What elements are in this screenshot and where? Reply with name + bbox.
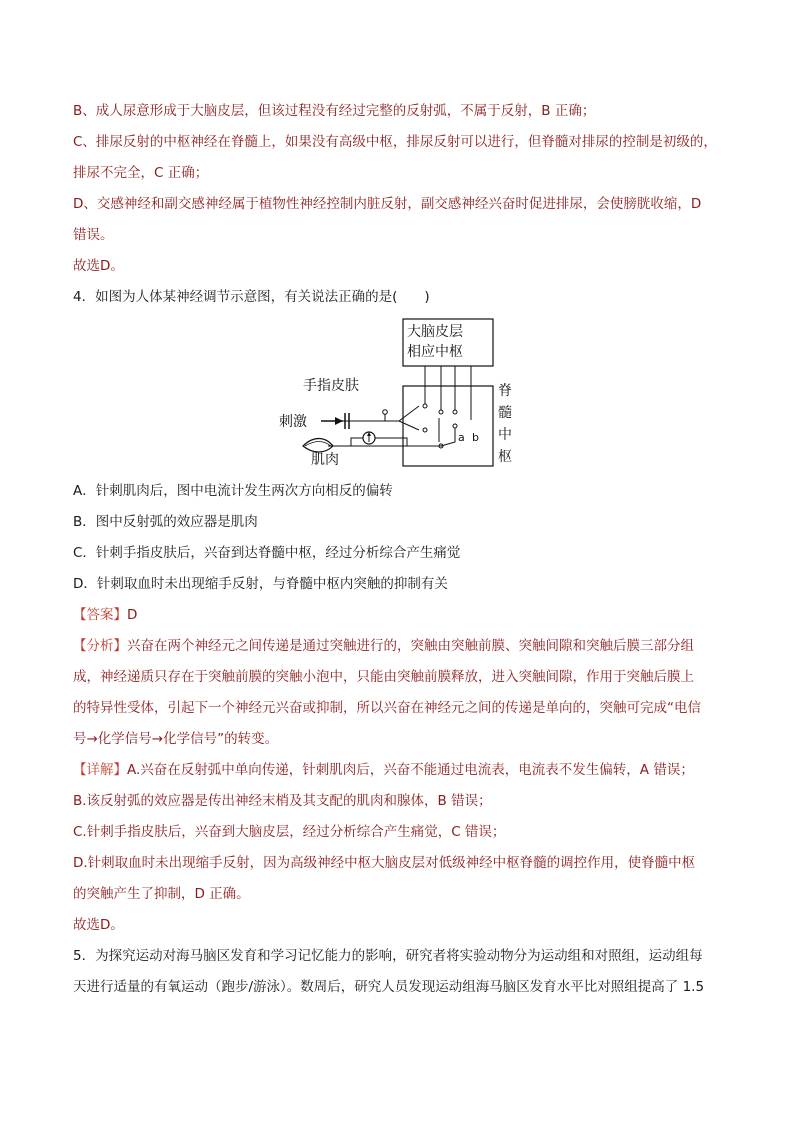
q4-analysis-line1 bbox=[73, 631, 733, 662]
sensory-pathway bbox=[343, 406, 455, 446]
reflex-arc-diagram bbox=[73, 318, 733, 468]
q3-conclusion: 故选D。 bbox=[73, 258, 124, 274]
q3-option-c-explanation-line2: 排尿不完全，C 正确； bbox=[73, 165, 209, 181]
q4-option-b: B．图中反射弧的效应器是肌肉 bbox=[73, 514, 258, 530]
stimulus-label: 刺激 bbox=[279, 414, 307, 430]
galvanometer-leads bbox=[351, 438, 407, 446]
ascending-fibers bbox=[425, 366, 471, 420]
q4-detail-a bbox=[73, 755, 733, 786]
q5-stem-line2: 天进行适量的有氧运动（跑步/游泳）。数周后，研究人员发现运动组海马脑区发育水平比对照组提高了 1.5 bbox=[73, 979, 705, 995]
label-b: b bbox=[472, 431, 479, 444]
q4-answer bbox=[73, 600, 733, 631]
analysis-text-1: 兴奋在两个神经元之间传递是通过突触进行的，突触由突触前膜、突触间隙和突触后膜三部分组 bbox=[127, 638, 694, 654]
muscle-shape bbox=[303, 439, 333, 453]
spinal-center-label bbox=[497, 380, 513, 468]
q3-option-b-explanation: B、成人尿意形成于大脑皮层，但该过程没有经过完整的反射弧，不属于反射，B 正确； bbox=[73, 103, 596, 119]
q4-analysis-line3: 的特异性受体，引起下一个神经元兴奋或抑制，所以兴奋在神经元之间的传递是单向的，突触可完成“电信 bbox=[73, 700, 701, 716]
q4-detail-c: C.针刺手指皮肤后，兴奋到大脑皮层，经过分析综合产生痛觉，C 错误； bbox=[73, 824, 506, 840]
q5-stem-line1: 5．为探究运动对海马脑区发育和学习记忆能力的影响，研究者将实验动物分为运动组和对照组，运动组每 bbox=[73, 948, 703, 964]
spinal-char-4: 枢 bbox=[498, 449, 512, 465]
q4-option-d: D．针刺取血时未出现缩手反射，与脊髓中枢内突触的抑制有关 bbox=[73, 576, 448, 592]
q3-option-d-explanation-line2: 错误。 bbox=[73, 227, 114, 243]
analysis-tag: 【分析】 bbox=[73, 638, 127, 654]
label-a: a bbox=[458, 431, 465, 444]
q3-option-c-explanation-line1: C、排尿反射的中枢神经在脊髓上，如果没有高级中枢，排尿反射可以进行，但脊髓对排尿的控制是初级的， bbox=[73, 134, 717, 150]
spinal-char-3: 中 bbox=[498, 427, 512, 443]
spinal-char-1: 脊 bbox=[498, 383, 512, 399]
detail-a-text: A.兴奋在反射弧中单向传递，针刺肌肉后，兴奋不能通过电流表，电流表不发生偏转，A 错误； bbox=[127, 762, 694, 778]
q4-stem: 4．如图为人体某神经调节示意图，有关说法正确的是( ) bbox=[73, 289, 430, 305]
document-page bbox=[73, 96, 733, 1003]
spinal-box bbox=[403, 386, 493, 466]
answer-value: D bbox=[127, 607, 138, 623]
q4-detail-b: B.该反射弧的效应器是传出神经末梢及其支配的肌肉和腺体，B 错误； bbox=[73, 793, 492, 809]
q4-detail-d-line1: D.针刺取血时未出现缩手反射，因为高级神经中枢大脑皮层对低级神经中枢脊髓的调控作用，使脊髓中枢 bbox=[73, 855, 696, 871]
q4-option-a: A．针刺肌肉后，图中电流计发生两次方向相反的偏转 bbox=[73, 483, 393, 499]
q4-analysis-line4: 号→化学信号→化学信号”的转变。 bbox=[73, 731, 279, 747]
answer-tag: 【答案】 bbox=[73, 607, 127, 623]
q4-detail-d-line2: 的突触产生了抑制，D 正确。 bbox=[73, 886, 250, 902]
brain-cortex-label: 大脑皮层 bbox=[407, 324, 463, 340]
spinal-char-2: 髓 bbox=[498, 405, 512, 421]
detail-tag: 【详解】 bbox=[73, 762, 127, 778]
q3-option-d-explanation-line1: D、交感神经和副交感神经属于植物性神经控制内脏反射，副交感神经兴奋时促进排尿，会使膀胱收缩，D bbox=[73, 196, 702, 212]
muscle-label: 肌肉 bbox=[311, 452, 339, 468]
q4-option-c: C．针刺手指皮肤后，兴奋到达脊髓中枢，经过分析综合产生痛觉 bbox=[73, 545, 461, 561]
q4-analysis-line2: 成，神经递质只存在于突触前膜的突触小泡中，只能由突触前膜释放，进入突触间隙，作用于突触后膜上 bbox=[73, 669, 694, 685]
finger-skin-label: 手指皮肤 bbox=[303, 378, 359, 394]
brain-center-label: 相应中枢 bbox=[407, 344, 463, 360]
q4-conclusion: 故选D。 bbox=[73, 917, 124, 933]
